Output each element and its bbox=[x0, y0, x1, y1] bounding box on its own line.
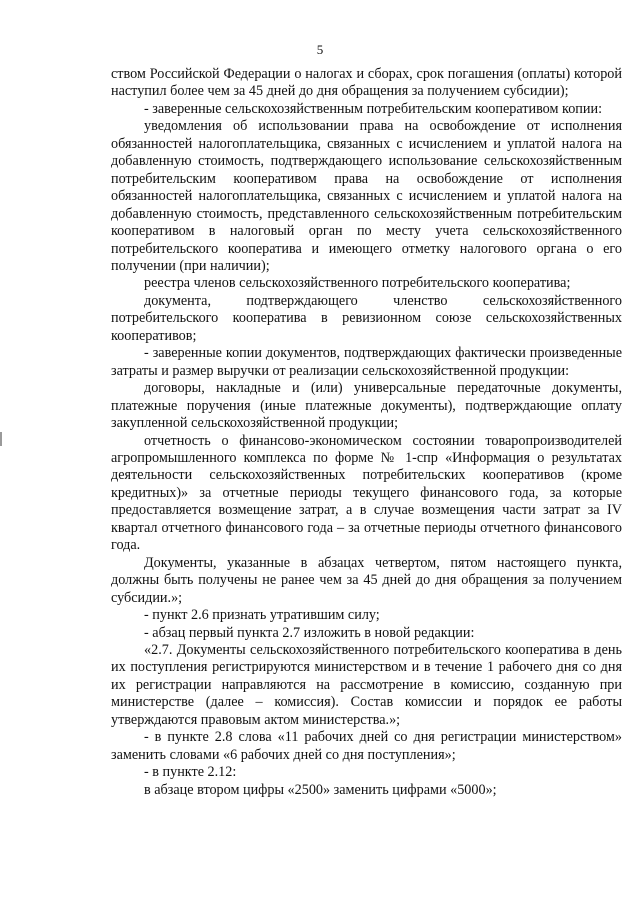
document-body bbox=[111, 66, 622, 799]
paragraph-financial-reporting: отчетность о финансово-экономическом состоянии товаропроизводителей агропромышленного комплекса по форме № 1-спр «Информация о результатах деятельности сельскохозяйственных потребительских кооперативов (кроме кредитных)» за отчетные периоды текущего финансового года, за которые предоставляется возмещение затрат, а в случае возмещения части затрат за IV квартал отчетного финансового года – за отчетные периоды отчетного финансового года. bbox=[111, 432, 622, 554]
paragraph-vat-exemption-notice: уведомления об использовании права на освобождение от исполнения обязанностей налогоплательщика, связанных с исчислением и уплатой налога на добавленную стоимость, подтверждающего использование сельскохозяйственным потребительским кооперативом права на освобождение от исполнения обязанностей налогоплательщика, связанных с исчислением и уплатой налога на добавленную стоимость, представленного сельскохозяйственным потребительским кооперативом в налоговый орган по месту учета сельскохозяйственного потребительского кооператива и имеющего отметку налогового органа о его получении (при наличии); bbox=[111, 118, 622, 274]
paragraph-expense-documents-header: - заверенные копии документов, подтверждающих фактически произведенные затраты и размер выручки от реализации сельскохозяйственной продукции: bbox=[111, 345, 622, 379]
paragraph-continuation: ством Российской Федерации о налогах и сборах, срок погашения (оплаты) которой наступил более чем за 45 дней до дня обращения за получением субсидии); bbox=[111, 66, 622, 100]
paragraph-item-2-8: - в пункте 2.8 слова «11 рабочих дней со дня регистрации министерством» заменить словами «6 рабочих дней со дня поступления»; bbox=[111, 729, 622, 763]
scan-edge-mark bbox=[0, 432, 2, 446]
paragraph-documents-deadline: Документы, указанные в абзацах четвертом, пятом настоящего пункта, должны быть получены не ранее чем за 45 дней до дня обращения за получением субсидии.»; bbox=[111, 554, 622, 606]
page-number: 5 bbox=[316, 42, 324, 57]
paragraph-membership-document: документа, подтверждающего членство сельскохозяйственного потребительского кооператива в ревизионном союзе сельскохозяйственных кооперативов; bbox=[111, 292, 622, 344]
paragraph-item-2-6: - пункт 2.6 признать утратившим силу; bbox=[144, 607, 380, 624]
paragraph-contracts-invoices: договоры, накладные и (или) универсальные передаточные документы, платежные поручения (иные платежные документы), подтверждающие оплату закупленной сельскохозяйственной продукции; bbox=[111, 380, 622, 432]
paragraph-item-2-12: - в пункте 2.12: bbox=[144, 764, 237, 781]
paragraph-item-2-7-text: «2.7. Документы сельскохозяйственного потребительского кооператива в день их поступления регистрируются министерством и в течение 1 рабочего дня со дня их регистрации направляются на рассмотрение в комиссию, созданную при министерстве (далее – комиссия). Состав комиссии и порядок ее работы утверждаются правовым актом министерства.»; bbox=[111, 641, 622, 728]
paragraph-item-2-12-change: в абзаце втором цифры «2500» заменить цифрами «5000»; bbox=[144, 781, 497, 798]
paragraph-item-2-7-intro: - абзац первый пункта 2.7 изложить в новой редакции: bbox=[144, 624, 475, 641]
paragraph-certified-copies-header: - заверенные сельскохозяйственным потребительским кооперативом копии: bbox=[144, 100, 603, 117]
paragraph-members-register: реестра членов сельскохозяйственного потребительского кооператива; bbox=[144, 275, 571, 292]
